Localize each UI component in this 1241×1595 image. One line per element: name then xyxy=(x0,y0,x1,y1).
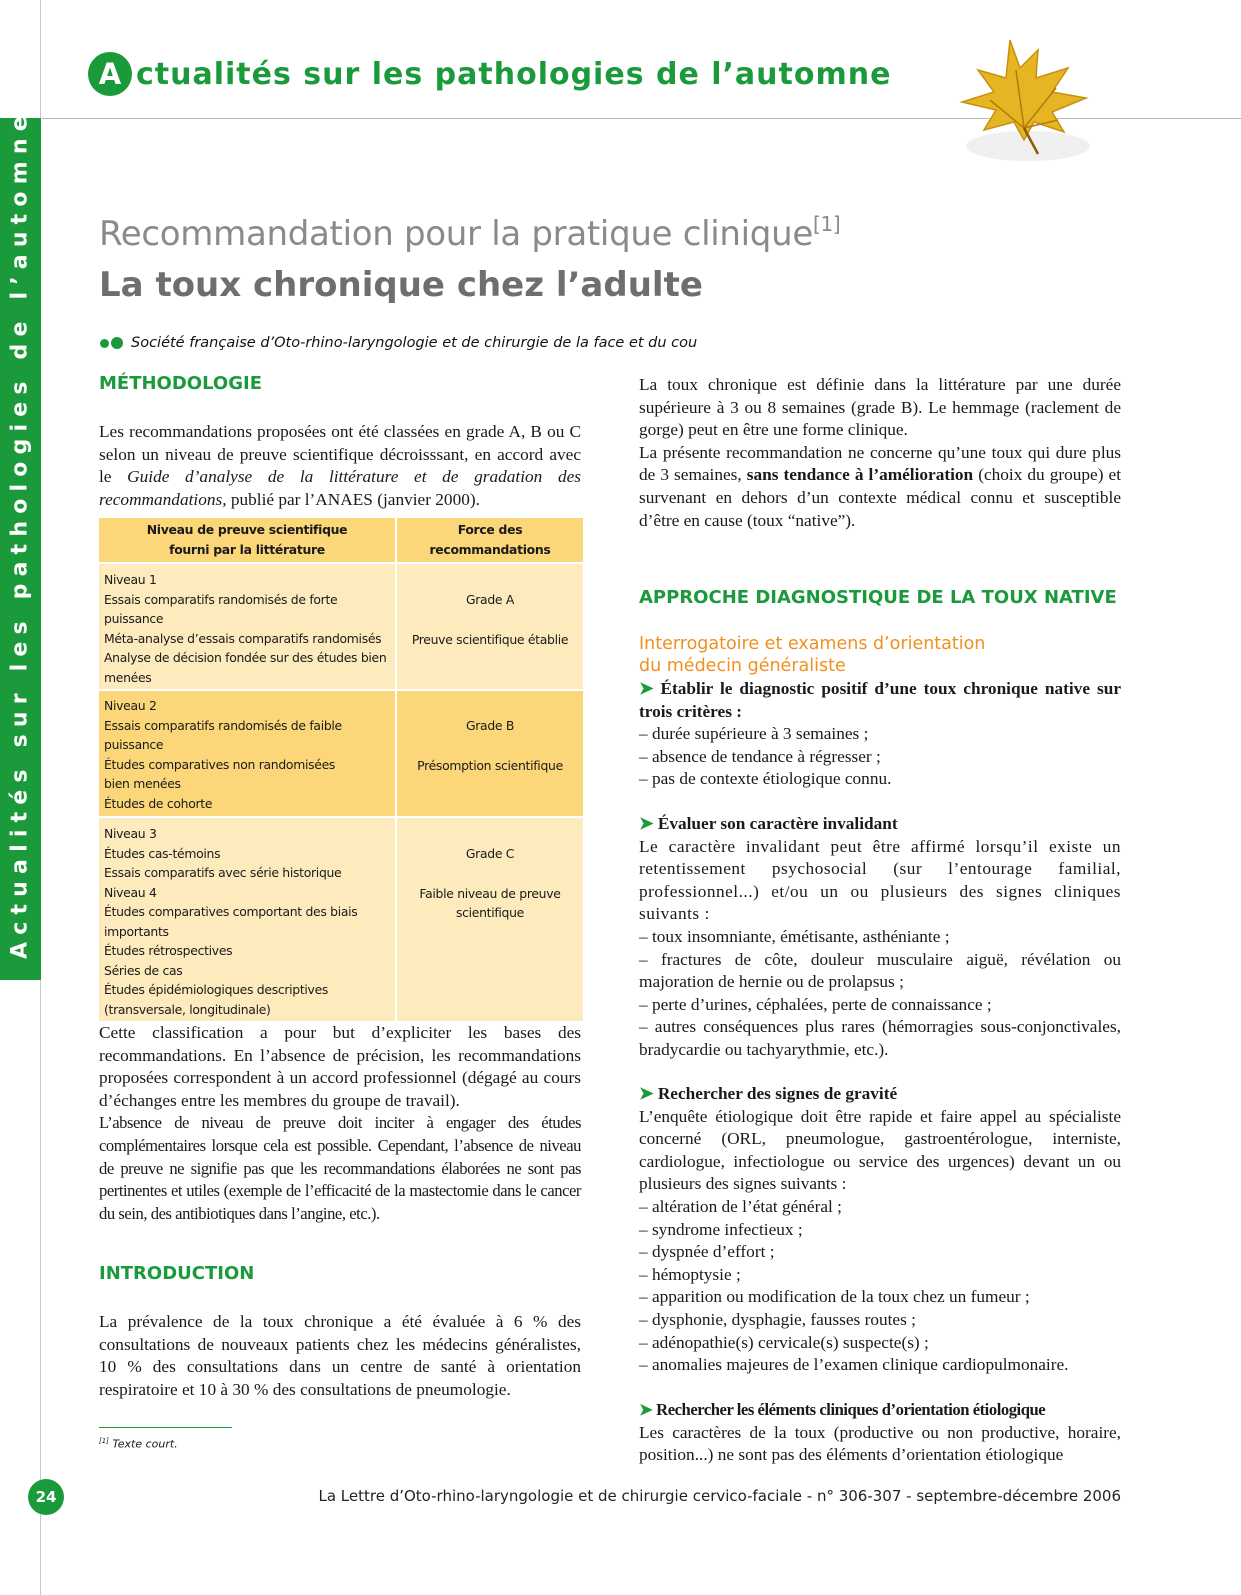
heading-introduction: INTRODUCTION xyxy=(99,1263,255,1284)
table-header-evidence: Niveau de preuve scientifique fourni par la littérature xyxy=(99,517,396,563)
introduction-paragraph: La prévalence de la toux chronique a été évaluée à 6 % des consultations de nouveaux patients chez les médecins généralistes, 10 % des consultations dans un centre de santé à orientation respiratoire et 10 à 30 % des consultations de pneumologie. xyxy=(99,1312,581,1399)
autumn-leaf-icon xyxy=(940,28,1110,178)
bullet-dot-icon xyxy=(111,337,123,349)
section-diagnostic-positif: ➤ Établir le diagnostic positif d’une toux chronique native sur trois critères : – durée supérieure à 3 semaines ; – absence de tendance à régresser ; – pas de contexte étiologique connu. xyxy=(639,678,1121,791)
list-item: – anomalies majeures de l’examen clinique cardiopulmonaire. xyxy=(639,1355,1069,1375)
title-reference: [1] xyxy=(812,212,841,236)
journal-footer: La Lettre d’Oto-rhino-laryngologie et de chirurgie cervico-faciale - n° 306-307 - septembre-décembre 2006 xyxy=(318,1487,1121,1505)
evidence-cell: Niveau 1 Essais comparatifs randomisés de forte puissance Méta-analyse d’essais comparatifs randomisés Analyse de décision fondée sur des études bien menées xyxy=(99,563,396,690)
list-item: – hémoptysie ; xyxy=(639,1264,741,1284)
table-header-row xyxy=(99,517,583,563)
section-letter: A xyxy=(88,52,132,96)
list-item: – toux insomniante, émétisante, asthéniante ; xyxy=(639,926,950,946)
methodologie-paragraph: Les recommandations proposées ont été classées en grade A, B ou C selon un niveau de preuve scientifique décroisssant, en accord avec le Guide d’analyse de la littérature et de gradation des recommandations, publié par l’ANAES (janvier 2000). xyxy=(99,422,581,509)
bullet-dot-icon xyxy=(100,339,109,348)
list-item: – adénopathie(s) cervicale(s) suspecte(s) ; xyxy=(639,1332,929,1352)
arrow-icon: ➤ xyxy=(639,1084,654,1103)
grade-cell: Grade C Faible niveau de preuve scientifique xyxy=(396,817,583,1021)
list-item: – pas de contexte étiologique connu. xyxy=(639,769,892,789)
grade-cell: Grade B Présomption scientifique xyxy=(396,690,583,817)
section-header xyxy=(88,52,891,96)
list-item: – durée supérieure à 3 semaines ; xyxy=(639,724,869,744)
arrow-icon: ➤ xyxy=(639,679,654,698)
section-orientation-etiologique: ➤ Rechercher les éléments cliniques d’orientation étiologique Les caractères de la toux (productive ou non productive, horaire, position...) ne sont pas des éléments d’orientation étiologique xyxy=(639,1400,1121,1465)
criteria-list xyxy=(639,723,1121,791)
table-row xyxy=(99,563,583,690)
section-signes-gravite: ➤ Rechercher des signes de gravité L’enquête étiologique doit être rapide et faire appel au spécialiste concerné (ORL, pneumologue, gastroentérologue, interniste, cardiologue, infectiologue ou service des urgences) devant un ou plusieurs des signes suivants : – altération de l’état général ; – syndrome infectieux ; – dyspnée d’effort ; – hémoptysie ; – apparition ou modification de la toux chez un fumeur ; – dysphonie, dysphagie, fausses routes ; – adénopathie(s) cervicale(s) suspecte(s) ; – anomalies majeures de l’examen clinique cardiopulmonaire. xyxy=(639,1083,1121,1377)
list-item: – absence de tendance à régresser ; xyxy=(639,746,881,766)
table-row xyxy=(99,690,583,817)
section-caractere-invalidant: ➤ Évaluer son caractère invalidant Le caractère invalidant peut être affirmé lorsqu’il existe un retentissement psychosocial (sur l’entourage familial, professionnel...) et/ou un ou plusieurs des signes cliniques suivants : – toux insomniante, émétisante, asthéniante ; – fractures de côte, douleur musculaire aiguë, révélation ou majoration de hernie ou de prolapsus ; – perte d’urines, céphalées, perte de connaissance ; – autres conséquences plus rares (hémorragies sous-conjonctivales, bradycardie ou tachyarythmie, etc.). xyxy=(639,813,1121,1062)
list-item: – dysphonie, dysphagie, fausses routes ; xyxy=(639,1309,916,1329)
invalidant-signs-list xyxy=(639,926,1121,1062)
subheading-interrogatoire: Interrogatoire et examens d’orientation du médecin généraliste xyxy=(639,634,986,676)
list-item: – apparition ou modification de la toux chez un fumeur ; xyxy=(639,1287,1030,1307)
arrow-icon: ➤ xyxy=(639,814,654,833)
author-society: Société française d’Oto-rhino-laryngologie et de chirurgie de la face et du cou xyxy=(100,335,697,351)
list-item: – altération de l’état général ; xyxy=(639,1196,842,1216)
list-item: – syndrome infectieux ; xyxy=(639,1219,803,1239)
evidence-table xyxy=(99,516,583,1021)
page-title-line-2: La toux chronique chez l’adulte xyxy=(99,265,703,305)
arrow-icon: ➤ xyxy=(639,1400,653,1419)
list-item: – dyspnée d’effort ; xyxy=(639,1242,775,1262)
page-number: 24 xyxy=(28,1479,64,1515)
footnote: [1] Texte court. xyxy=(99,1437,178,1451)
evidence-cell: Niveau 3 Études cas-témoins Essais comparatifs avec série historique Niveau 4 Études comparatives comportant des biais importants Études rétrospectives Séries de cas Études épidémiologiques descriptives (transversale, longitudinale) xyxy=(99,817,396,1021)
section-title: ctualités sur les pathologies de l’automne xyxy=(136,56,892,92)
table-row xyxy=(99,817,583,1021)
definition-paragraph: La toux chronique est définie dans la littérature par une durée supérieure à 3 ou 8 semaines (grade B). Le hemmage (raclement de gorge) peut en être une forme clinique. La présente recommandation ne concerne qu’une toux qui dure plus de 3 semaines, sans tendance à l’amélioration (choix du groupe) et survenant en dehors d’un contexte médical connu et susceptible d’être en cause (toux “native”). xyxy=(639,375,1122,530)
list-item: – perte d’urines, céphalées, perte de connaissance ; xyxy=(639,994,992,1014)
heading-methodologie: MÉTHODOLOGIE xyxy=(99,373,262,394)
list-item: – autres conséquences plus rares (hémorragies sous-conjonctivales, bradycardie ou tachyarythmie, etc.). xyxy=(639,1017,1121,1059)
classification-paragraph-2: L’absence de niveau de preuve doit inciter à engager des études complémentaires lorsque cela est possible. Cependant, l’absence de niveau de preuve ne signifie pas que les recommandations élaborées ne sont pas pertinentes et utiles (exemple de l’efficacité de la mastectomie dans le cancer du sein, des antibiotiques dans l’angine, etc.). xyxy=(99,1113,581,1223)
grade-cell: Grade A Preuve scientifique établie xyxy=(396,563,583,690)
gravity-signs-list xyxy=(639,1196,1121,1377)
side-label: Actualités sur les pathologies de l’automne xyxy=(7,109,33,959)
table-header-strength: Force des recommandations xyxy=(396,517,583,563)
footnote-rule xyxy=(99,1427,232,1428)
evidence-cell: Niveau 2 Essais comparatifs randomisés de faible puissance Études comparatives non randomisées bien menées Études de cohorte xyxy=(99,690,396,817)
list-item: – fractures de côte, douleur musculaire aiguë, révélation ou majoration de hernie ou de prolapsus ; xyxy=(639,949,1121,992)
page-title-line-1: Recommandation pour la pratique clinique[1] xyxy=(99,212,841,254)
classification-paragraph: Cette classification a pour but d’expliciter les bases des recommandations. En l’absence de précision, les recommandations proposées correspondent à un accord professionnel (dégagé au cours d’échanges entre les membres du groupe de travail). L’absence de niveau de preuve doit inciter à engager des études complémentaires lorsque cela est possible. Cependant, l’absence de niveau de preuve ne signifie pas que les recommandations élaborées ne sont pas pertinentes et utiles (exemple de l’efficacité de la mastectomie dans le cancer du sein, des antibiotiques dans l’angine, etc.). xyxy=(99,1022,581,1225)
heading-approche-diagnostique: APPROCHE DIAGNOSTIQUE DE LA TOUX NATIVE xyxy=(639,587,1117,608)
